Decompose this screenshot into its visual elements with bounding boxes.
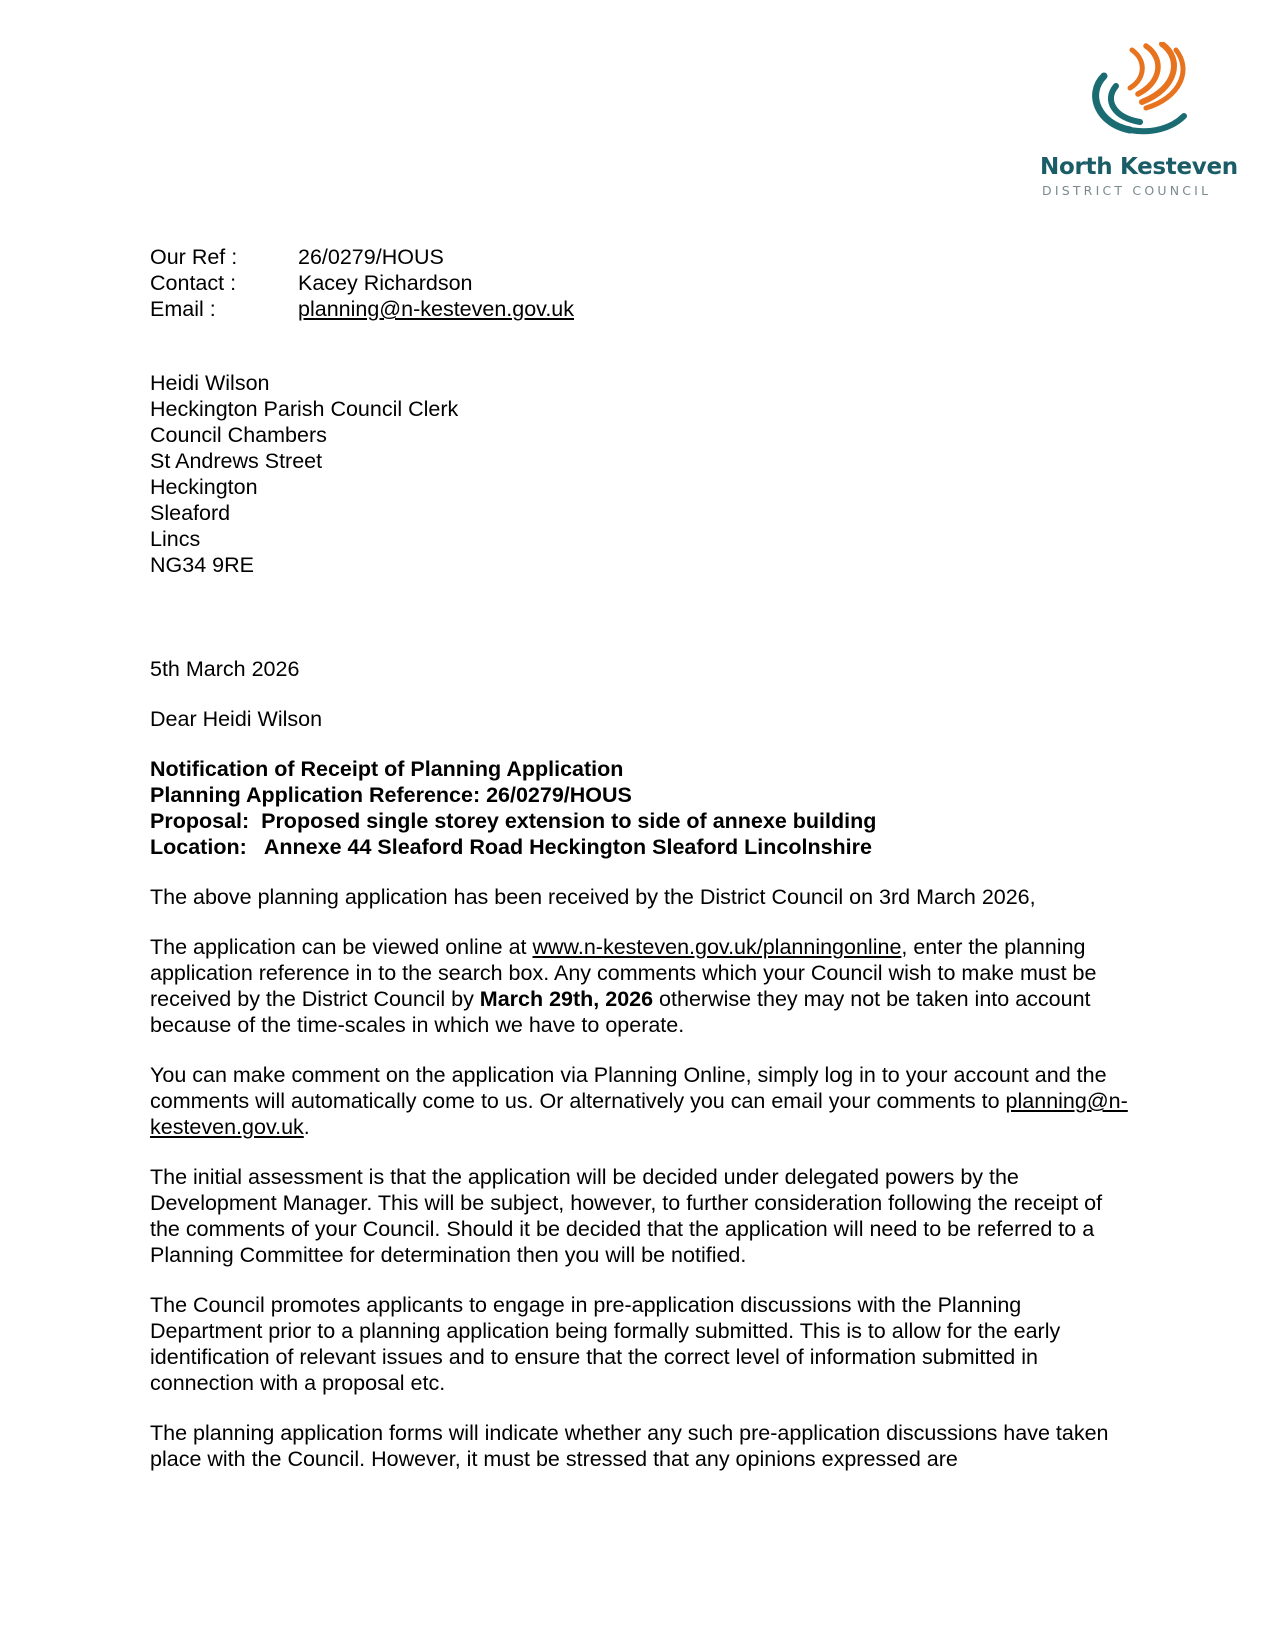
address-line: Heckington: [150, 475, 258, 499]
paragraph-pre-application: The Council promotes applicants to engage in pre-application discussions with the Planning Department prior to a planning application being formally submitted. This is to allow for the early identification of relevant issues and to ensure that the correct level of information submitted in connection with a proposal etc.: [150, 1293, 1061, 1395]
deadline-date: March 29th, 2026: [479, 987, 654, 1011]
heading-proposal: Proposal: Proposed single storey extension to side of annexe building: [150, 809, 877, 833]
council-logo-icon: [1080, 42, 1190, 142]
reference-row-our-ref: [150, 244, 1130, 270]
address-line: Sleaford: [150, 501, 231, 525]
our-ref-label: Our Ref :: [150, 245, 238, 269]
recipient-address: [150, 370, 1130, 578]
heading-reference: Planning Application Reference: 26/0279/HOUS: [150, 783, 632, 807]
address-line: St Andrews Street: [150, 449, 323, 473]
address-line: Lincs: [150, 527, 201, 551]
letter-heading: [150, 756, 1130, 860]
planning-online-link[interactable]: www.n-kesteven.gov.uk/planningonline: [532, 935, 902, 959]
email-link[interactable]: planning@n-kesteven.gov.uk: [298, 297, 575, 321]
comments-email-link[interactable]: planning@n-kesteven.gov.uk: [150, 1089, 1128, 1139]
letter-date: 5th March 2026: [150, 657, 300, 681]
address-line: NG34 9RE: [150, 553, 254, 577]
reference-row-email: [150, 296, 1130, 322]
our-ref-value: 26/0279/HOUS: [298, 245, 444, 269]
paragraph-comment: [150, 1062, 1130, 1140]
address-line: Heckington Parish Council Clerk: [150, 397, 459, 421]
salutation: Dear Heidi Wilson: [150, 707, 323, 731]
paragraph-text: otherwise they may not be taken into account because of the time-scales in which we have to operate.: [150, 987, 1091, 1037]
paragraph-text: .: [303, 1115, 310, 1139]
contact-value: Kacey Richardson: [298, 271, 473, 295]
address-line: Council Chambers: [150, 423, 327, 447]
heading-title: Notification of Receipt of Planning Application: [150, 757, 624, 781]
address-line: Heidi Wilson: [150, 371, 270, 395]
paragraph-forms: The planning application forms will indicate whether any such pre-application discussions have taken place with the Council. However, it must be stressed that any opinions expressed are: [150, 1421, 1109, 1471]
letter-body: [150, 244, 1130, 1472]
email-label: Email :: [150, 297, 216, 321]
council-logo-name: North Kesteven: [1040, 154, 1238, 180]
paragraph-view-online: [150, 934, 1130, 1038]
heading-location: Location: Annexe 44 Sleaford Road Heckington Sleaford Lincolnshire: [150, 835, 872, 859]
paragraph-assessment: The initial assessment is that the application will be decided under delegated powers by the Development Manager. This will be subject, however, to further consideration following the receipt of the comments of your Council. Should it be decided that the application will need to be referred to a Planning Committee for determination then you will be notified.: [150, 1165, 1103, 1267]
paragraph-text: The application can be viewed online at: [150, 935, 533, 959]
reference-row-contact: [150, 270, 1130, 296]
paragraph-text: You can make comment on the application via Planning Online, simply log in to your account and the comments will automatically come to us. Or alternatively you can email your comments to: [150, 1063, 1107, 1113]
council-logo-subtitle: DISTRICT COUNCIL: [1042, 183, 1212, 198]
council-logo: [1040, 42, 1238, 207]
reference-block: [150, 244, 1130, 322]
paragraph-received: The above planning application has been received by the District Council on 3rd March 2026,: [150, 885, 1036, 909]
paragraph-text: , enter the planning application reference in to the search box. Any comments which your Council wish to make must be received by the District Council by: [150, 935, 1097, 1011]
contact-label: Contact :: [150, 271, 237, 295]
